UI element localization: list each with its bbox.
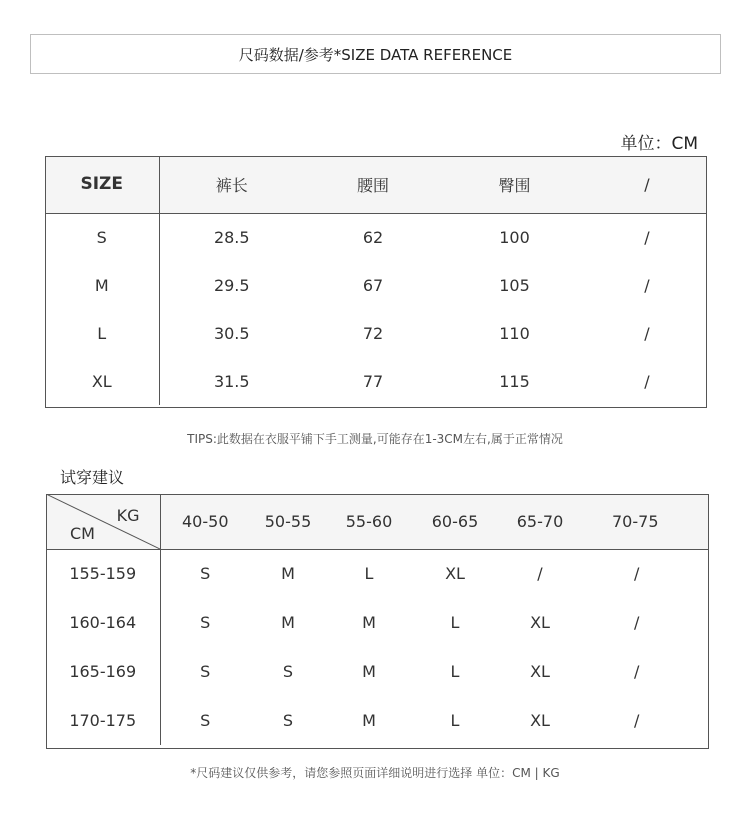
table-cell: / bbox=[644, 275, 650, 295]
corner-cm-label: CM bbox=[70, 523, 95, 543]
table-cell: L bbox=[450, 613, 460, 632]
table-row bbox=[45, 357, 707, 405]
table-row bbox=[46, 696, 709, 745]
table-cell: 165-169 bbox=[46, 647, 160, 696]
fit-table-header-cell: 40-50 bbox=[160, 494, 250, 549]
page-title: 尺码数据/参考*SIZE DATA REFERENCE bbox=[238, 45, 513, 64]
table-row bbox=[46, 549, 709, 598]
size-table-header-cell: SIZE bbox=[45, 156, 159, 213]
table-cell: / bbox=[634, 662, 640, 681]
table-cell: 115 bbox=[499, 371, 530, 391]
table-cell: / bbox=[644, 323, 650, 343]
table-cell: / bbox=[634, 711, 640, 730]
table-cell: XL bbox=[530, 662, 550, 681]
table-cell: M bbox=[362, 613, 376, 632]
table-cell: S bbox=[282, 711, 294, 730]
size-table-header-row bbox=[45, 156, 707, 213]
table-row bbox=[46, 598, 709, 647]
table-cell: 31.5 bbox=[213, 371, 250, 391]
corner-diagonal-cell bbox=[46, 494, 160, 549]
table-cell: 100 bbox=[499, 227, 530, 247]
fit-table-header-cell: 55-60 bbox=[326, 494, 412, 549]
fit-table bbox=[46, 494, 709, 745]
table-cell: XL bbox=[45, 357, 159, 405]
fit-table-header-cell: 50-55 bbox=[250, 494, 326, 549]
page-title-box bbox=[30, 34, 721, 74]
fit-table-header-row bbox=[46, 494, 709, 549]
table-cell: 170-175 bbox=[46, 696, 160, 745]
table-cell: L bbox=[450, 662, 460, 681]
footer-note: *尺码建议仅供参考，请您参照页面详细说明进行选择 单位：CM | KG bbox=[190, 766, 560, 780]
size-table-header-cell: 臀围 bbox=[442, 156, 587, 213]
size-table-header-cell: 裤长 bbox=[159, 156, 304, 213]
fit-table-header-cell: 60-65 bbox=[412, 494, 498, 549]
table-cell: S bbox=[200, 662, 211, 681]
diagonal-line bbox=[46, 494, 160, 549]
size-table-header-cell: 腰围 bbox=[304, 156, 442, 213]
table-cell: 29.5 bbox=[213, 275, 250, 295]
table-cell: M bbox=[45, 261, 159, 309]
table-cell: / bbox=[644, 371, 650, 391]
table-cell: M bbox=[281, 613, 295, 632]
table-row bbox=[45, 309, 707, 357]
table-cell: 28.5 bbox=[213, 227, 250, 247]
tips-text: TIPS:此数据在衣服平铺下手工测量,可能存在1-3CM左右,属于正常情况 bbox=[187, 432, 563, 446]
table-cell: M bbox=[362, 662, 376, 681]
table-cell: L bbox=[45, 309, 159, 357]
table-cell: 77 bbox=[362, 371, 384, 391]
corner-kg-label: KG bbox=[116, 506, 140, 525]
table-cell: L bbox=[364, 564, 374, 584]
table-cell: M bbox=[362, 711, 376, 730]
fit-table-header-cell: 70-75 bbox=[582, 494, 709, 549]
table-cell: S bbox=[200, 711, 211, 730]
table-cell: S bbox=[282, 662, 294, 681]
table-cell: S bbox=[200, 613, 211, 632]
size-table-header-cell: / bbox=[587, 156, 707, 213]
table-cell: / bbox=[634, 564, 640, 584]
table-cell: S bbox=[45, 213, 159, 261]
table-cell: XL bbox=[445, 564, 465, 584]
table-cell: 105 bbox=[499, 275, 530, 295]
size-table bbox=[45, 156, 707, 405]
table-row bbox=[46, 647, 709, 696]
table-cell: M bbox=[281, 564, 295, 584]
table-cell: 160-164 bbox=[46, 598, 160, 647]
table-cell: 62 bbox=[362, 227, 384, 247]
unit-label: 单位：CM bbox=[620, 134, 698, 154]
fit-table-title: 试穿建议 bbox=[60, 468, 125, 487]
table-cell: 155-159 bbox=[46, 549, 160, 598]
table-cell: XL bbox=[530, 613, 550, 632]
table-cell: XL bbox=[530, 711, 550, 730]
table-row bbox=[45, 261, 707, 309]
table-cell: / bbox=[537, 564, 543, 584]
table-cell: S bbox=[200, 564, 211, 584]
table-cell: 67 bbox=[362, 275, 384, 295]
fit-table-header-cell: 65-70 bbox=[498, 494, 582, 549]
table-cell: 72 bbox=[362, 323, 384, 343]
table-cell: 30.5 bbox=[213, 323, 250, 343]
table-row bbox=[45, 213, 707, 261]
table-cell: L bbox=[450, 711, 460, 730]
table-cell: / bbox=[634, 613, 640, 632]
table-cell: / bbox=[644, 227, 650, 247]
table-cell: 110 bbox=[499, 323, 530, 343]
